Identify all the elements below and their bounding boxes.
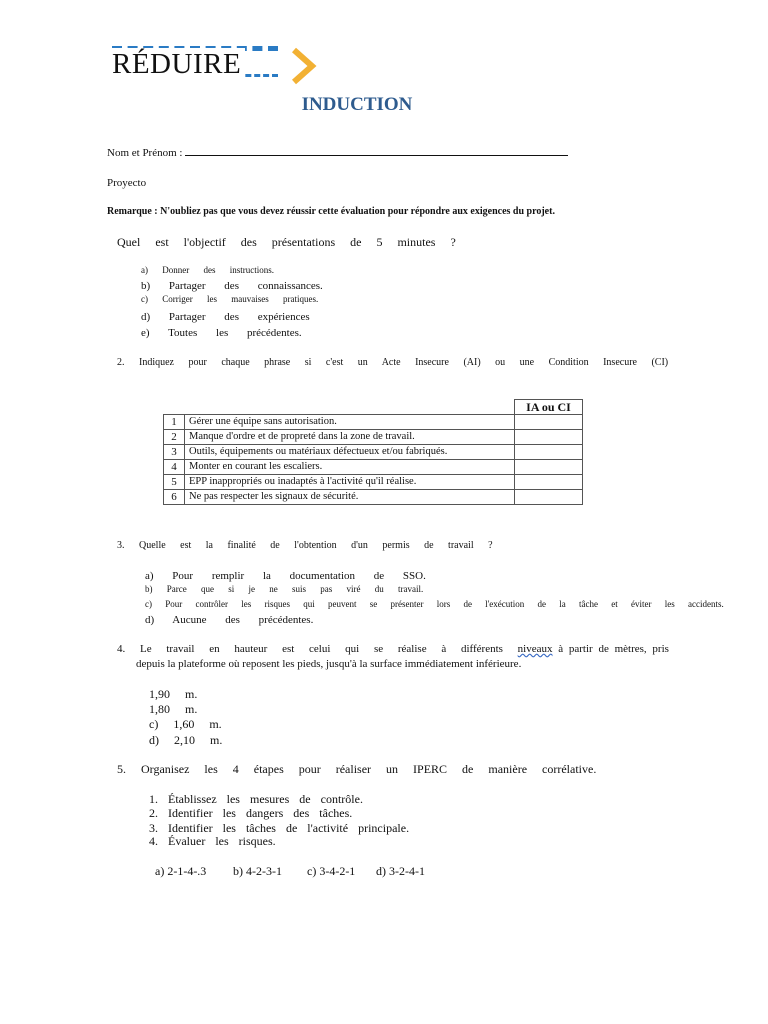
remark: [107, 206, 555, 217]
q4-option-d: d) 2,10 m.: [149, 733, 223, 747]
answer-cell[interactable]: [515, 460, 583, 475]
q3-option-b: b) Parce que si je ne suis pas viré du travail.: [145, 584, 424, 594]
q4-option-2: 1,80 m.: [149, 702, 198, 716]
row-number: 4: [164, 460, 185, 475]
answer-cell[interactable]: [515, 430, 583, 445]
q5-answer-a: a) 2-1-4-.3: [155, 864, 207, 878]
q4-text-word: niveaux: [517, 643, 553, 655]
row-number: 3: [164, 445, 185, 460]
chevron-right-icon: [288, 46, 318, 86]
page-title: INDUCTION: [301, 94, 413, 115]
q5-answer-c: c) 3-4-2-1: [307, 864, 356, 878]
q1-option-b: b) Partager des connaissances.: [141, 280, 323, 292]
logo: [110, 42, 325, 92]
q4-text-part2: à partir de mètres, pris: [552, 643, 669, 655]
remark-text: N'oubliez pas que vous devez réussir cette évaluation pour répondre aux exigences du projet.: [160, 206, 555, 217]
table-row: [164, 430, 583, 445]
q5-step-1: 1. Établissez les mesures de contrôle.: [149, 792, 363, 806]
q2-question: 2. Indiquez pour chaque phrase si c'est un Acte Insecure (AI) ou une Condition Insecure (CI): [117, 357, 669, 368]
q3-option-c: c) Pour contrôler les risques qui peuvent se présenter lors de l'exécution de la tâche et éviter les accidents.: [145, 599, 724, 609]
answer-cell[interactable]: [515, 475, 583, 490]
row-number: 2: [164, 430, 185, 445]
remark-label: Remarque :: [107, 206, 158, 217]
row-number: 6: [164, 490, 185, 505]
q5-answer-d: d) 3-2-4-1: [376, 864, 425, 878]
table-row: [164, 475, 583, 490]
q3-option-a: a) Pour remplir la documentation de SSO.: [145, 570, 426, 582]
project-label: Proyecto: [107, 177, 147, 189]
q5-step-3: 3. Identifier les tâches de l'activité principale.: [149, 821, 410, 835]
q3-option-d: d) Aucune des précédentes.: [145, 614, 314, 626]
q5-answer-b: b) 4-2-3-1: [233, 864, 282, 878]
q4-option-1: 1,90 m.: [149, 687, 198, 701]
name-label: Nom et Prénom :: [107, 147, 183, 159]
row-text: Ne pas respecter les signaux de sécurité.: [185, 490, 515, 505]
logo-text: RÉDUIRE: [112, 48, 245, 81]
row-text: Monter en courant les escaliers.: [185, 460, 515, 475]
row-text: Manque d'ordre et de propreté dans la zone de travail.: [185, 430, 515, 445]
q1-option-d: d) Partager des expériences: [141, 311, 310, 323]
q1-question: Quel est l'objectif des présentations de 5 minutes ?: [117, 235, 456, 249]
answer-cell[interactable]: [515, 445, 583, 460]
q5-step-2: 2. Identifier les dangers des tâches.: [149, 806, 353, 820]
answer-cell[interactable]: [515, 415, 583, 430]
row-text: Gérer une équipe sans autorisation.: [185, 415, 515, 430]
table-row: [164, 490, 583, 505]
name-blank-field[interactable]: [185, 146, 568, 156]
table-row: [164, 460, 583, 475]
row-text: Outils, équipements ou matériaux défectueux et/ou fabriqués.: [185, 445, 515, 460]
row-text: EPP inappropriés ou inadaptés à l'activité qu'il réalise.: [185, 475, 515, 490]
q4-question-line1: [117, 643, 669, 655]
name-line: [107, 146, 568, 159]
q1-option-e: e) Toutes les précédentes.: [141, 327, 302, 339]
row-number: 5: [164, 475, 185, 490]
table-row: [164, 415, 583, 430]
answer-cell[interactable]: [515, 490, 583, 505]
q4-text-part1: 4. Le travail en hauteur est celui qui se réalise à différents: [117, 643, 518, 655]
q4-question-line2: depuis la plateforme où reposent les pieds, jusqu'à la surface immédiatement inférieure.: [136, 658, 522, 670]
q1-option-c: c) Corriger les mauvaises pratiques.: [141, 294, 319, 304]
table-header: IA ou CI: [515, 400, 583, 415]
q5-step-4: 4. Évaluer les risques.: [149, 834, 276, 848]
q3-question: 3. Quelle est la finalité de l'obtention d'un permis de travail ?: [117, 540, 493, 551]
q4-option-c: c) 1,60 m.: [149, 717, 222, 731]
row-number: 1: [164, 415, 185, 430]
q1-option-a: a) Donner des instructions.: [141, 265, 274, 275]
ia-ci-table: [163, 399, 583, 505]
q5-question: 5. Organisez les 4 étapes pour réaliser un IPERC de manière corrélative.: [117, 762, 597, 776]
table-row: [164, 445, 583, 460]
